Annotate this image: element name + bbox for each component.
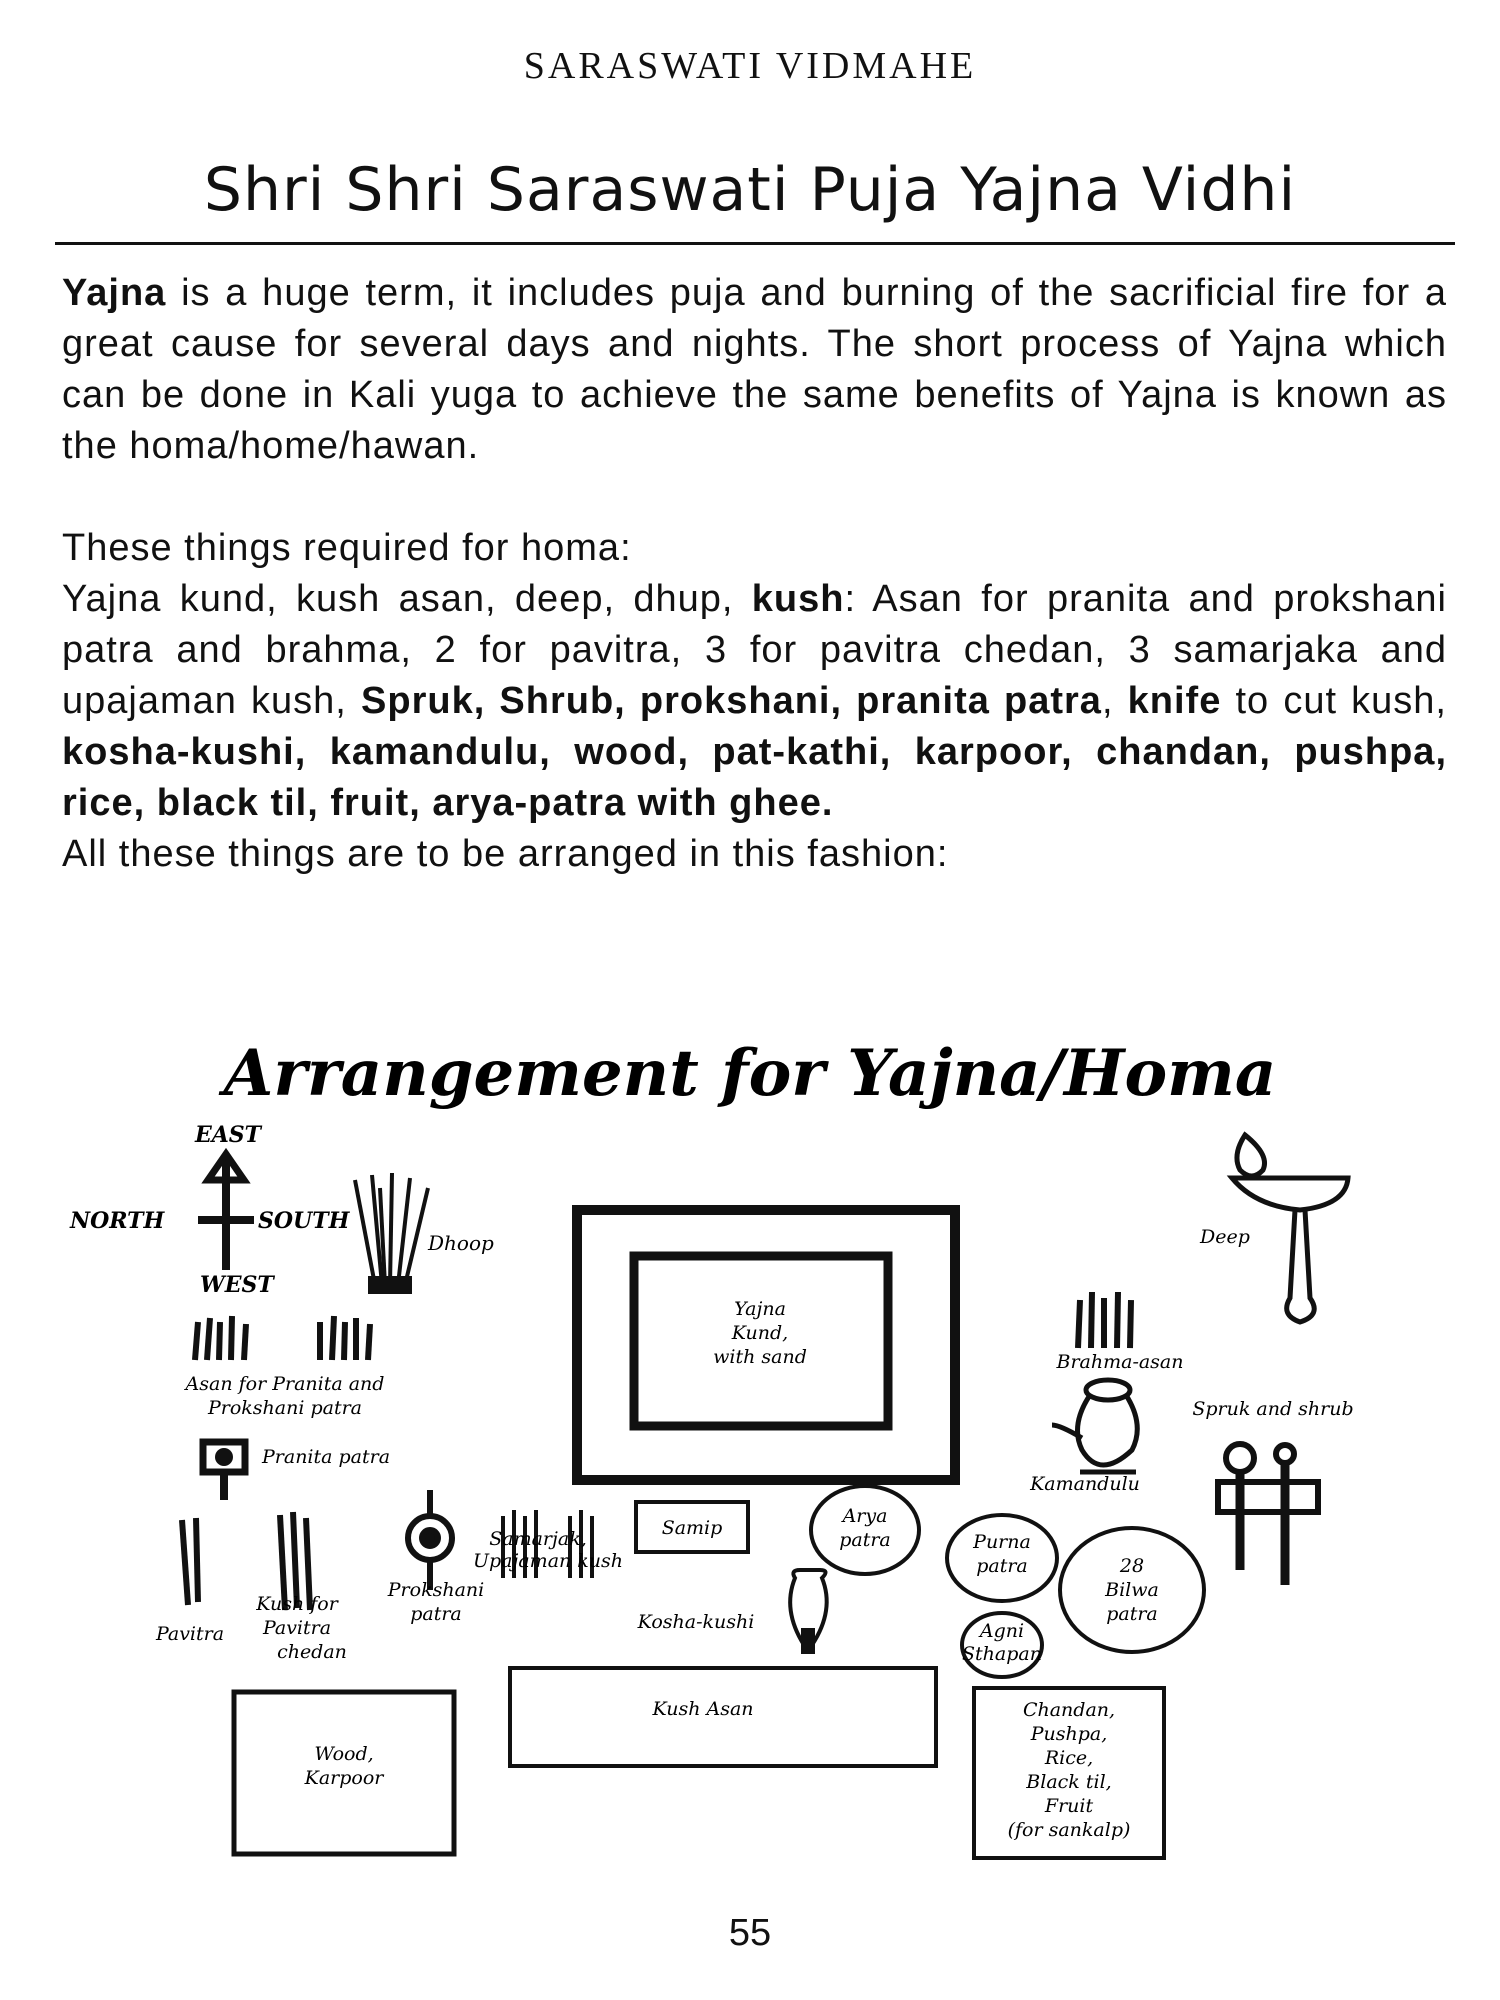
prokshani-patra-icon (408, 1490, 452, 1590)
intro-definition: is a huge term, it includes puja and burning of the sacrificial fire for a great cause for several days and nights. The short process of Yajna which can be done in Kali yuga to achieve the same benefits of Yajna is known as the homa/home/hawan. (62, 272, 1447, 467)
title-divider (55, 242, 1455, 245)
spruk-shrub-label: Spruk and shrub (1192, 1398, 1354, 1420)
compass-north: NORTH (70, 1208, 165, 1234)
body-text (62, 268, 1447, 880)
page-number: 55 (728, 1912, 772, 1954)
page-title: Shri Shri Saraswati Puja Yajna Vidhi (203, 155, 1297, 225)
samip-label: Samip (661, 1517, 723, 1539)
compass-east: EAST (194, 1122, 262, 1148)
purna-label-2: patra (976, 1555, 1028, 1577)
compass-south: SOUTH (258, 1208, 350, 1234)
samarjak-label-1: Samarjak, (489, 1528, 587, 1550)
sankalp-label-1: Chandan, (1022, 1699, 1116, 1721)
yajna-kund-label-2: Kund, (731, 1322, 789, 1344)
prokshani-label-1: Prokshani (387, 1579, 485, 1601)
pranita-patra-icon (203, 1442, 245, 1500)
yajna-kund-label-3: with sand (713, 1346, 807, 1368)
compass (69, 1122, 351, 1298)
bilwa-label-1: 28 (1119, 1555, 1145, 1577)
wood-label-1: Wood, (314, 1743, 374, 1765)
brahma-asan-kush-icon (1078, 1292, 1131, 1348)
kamandulu-label: Kamandulu (1030, 1473, 1140, 1495)
yajna-kund (577, 1210, 955, 1480)
purna-label-1: Purna (973, 1531, 1031, 1553)
wood-label-2: Karpoor (304, 1767, 384, 1789)
sankalp-label-3: Rice, (1044, 1747, 1094, 1769)
kosha-kushi-icon (790, 1570, 827, 1652)
deep-label: Deep (1200, 1226, 1250, 1248)
sankalp-label-2: Pushpa, (1030, 1723, 1108, 1745)
paragraph-gap (62, 472, 1447, 523)
agni-label-1: Agni (979, 1620, 1025, 1642)
arya-label-1: Arya (842, 1505, 888, 1527)
kamandulu-icon (1052, 1380, 1137, 1472)
asan-pranita-label-2: Prokshani patra (207, 1397, 363, 1419)
req-text-4: to cut kush, (1221, 680, 1447, 722)
samarjak-label-2: Upajaman kush (472, 1550, 624, 1572)
req-bold-2: Spruk, Shrub, prokshani, pranita patra (361, 680, 1102, 722)
spruk-shrub-icon (1218, 1444, 1318, 1585)
sankalp-label-5: Fruit (1044, 1795, 1094, 1817)
dhoop-sticks-icon (355, 1173, 428, 1292)
dhoop-label: Dhoop (428, 1231, 494, 1255)
arrangement-diagram (0, 1030, 1500, 1890)
diagram-title: Arrangement for Yajna/Homa (223, 1036, 1277, 1111)
arya-label-2: patra (839, 1529, 891, 1551)
req-bold-1: kush (751, 578, 845, 620)
bilwa-label-2: Bilwa (1105, 1579, 1159, 1601)
pavitra-kush-icon (182, 1518, 198, 1605)
asan-pranita-label-1: Asan for Pranita and (185, 1373, 385, 1395)
prokshani-label-2: patra (410, 1603, 462, 1625)
kush-asan-label: Kush Asan (652, 1698, 754, 1720)
kush-pavitra-label-2: Pavitra (262, 1617, 332, 1639)
agni-label-2: Sthapan (962, 1643, 1042, 1665)
requirements-heading: These things required for homa: (62, 527, 632, 569)
brahma-asan-label: Brahma-asan (1056, 1351, 1184, 1373)
pranita-patra-label: Pranita patra (262, 1446, 391, 1468)
kush-pavitra-label-1: Kush for (256, 1593, 338, 1615)
intro-paragraph (62, 268, 1447, 472)
compass-west: WEST (200, 1272, 274, 1298)
running-title: SARASWATI VIDMAHE (523, 45, 977, 87)
yajna-kund-label-1: Yajna (734, 1298, 786, 1320)
pavitra-label: Pavitra (155, 1623, 225, 1645)
req-bold-4: kosha-kushi, kamandulu, wood, pat-kathi, karpoor, chandan, pushpa, rice, black til, fruit, arya-patra with ghee. (62, 731, 1447, 824)
sankalp-label-6: (for sankalp) (1007, 1819, 1131, 1841)
req-text-3: , (1101, 680, 1128, 722)
bilwa-label-3: patra (1106, 1603, 1158, 1625)
kush-pavitra-label-3: chedan (277, 1641, 347, 1663)
asan-kush-icon (195, 1316, 370, 1360)
requirements-closing: All these things are to be arranged in this fashion: (62, 833, 949, 875)
kosha-kushi-label: Kosha-kushi (637, 1611, 755, 1633)
req-bold-3: knife (1127, 680, 1222, 722)
req-text-1: Yajna kund, kush asan, deep, dhup, (62, 578, 752, 620)
requirements-list (62, 574, 1447, 829)
intro-term: Yajna (62, 272, 167, 314)
req-text-2: : Asan for pranita and prokshani patra and brahma, 2 for pavitra, 3 for pavitra chedan, 3 samarjaka and upajaman kush, (62, 578, 1447, 722)
sankalp-label-4: Black til, (1026, 1771, 1112, 1793)
